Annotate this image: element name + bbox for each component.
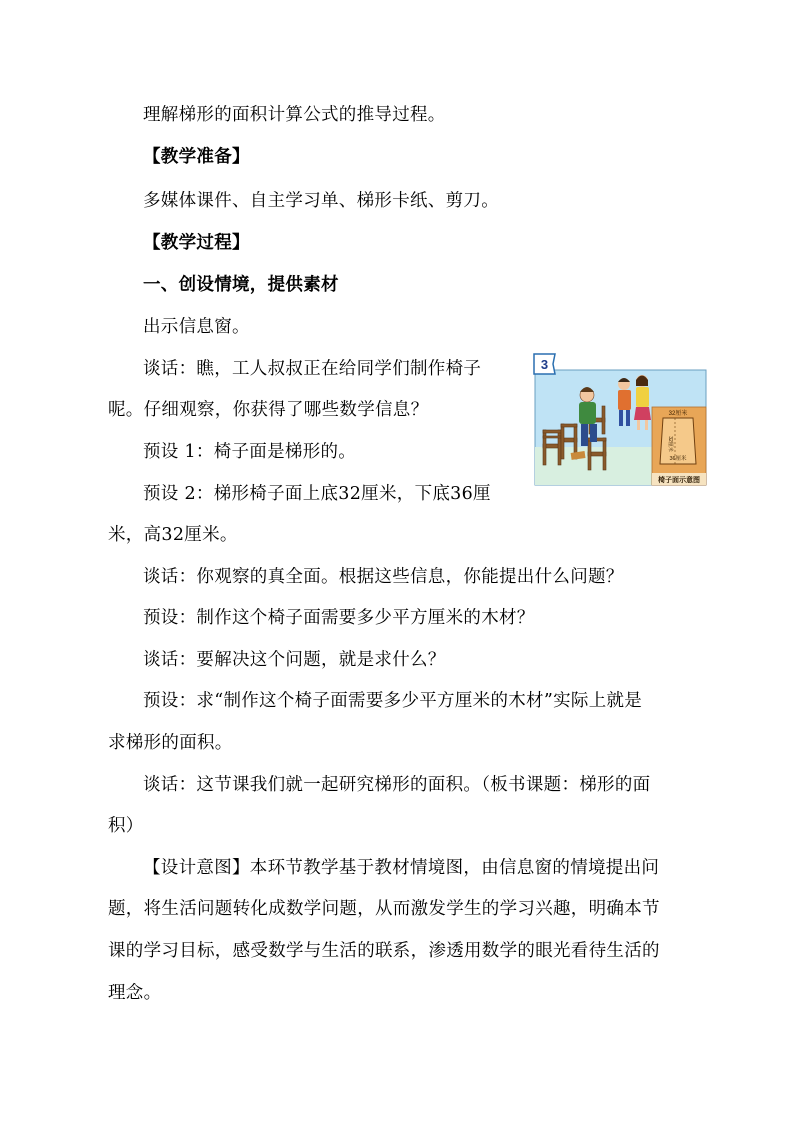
- text-line: 积）: [108, 816, 144, 836]
- text-line: 米，高32厘米。: [108, 525, 238, 545]
- section-heading: 【教学过程】: [143, 233, 250, 253]
- text-line: 预设 2：梯形椅子面上底32厘米，下底36厘: [143, 484, 491, 504]
- badge-icon: [534, 354, 555, 374]
- text-line: 求梯形的面积。: [108, 733, 233, 753]
- svg-text:36厘米: 36厘米: [669, 456, 687, 462]
- svg-text:3: 3: [540, 357, 549, 372]
- text-line: 预设 1：椅子面是梯形的。: [143, 442, 357, 462]
- section-heading: 【教学准备】: [143, 147, 250, 167]
- text-line: 谈话：你观察的真全面。根据这些信息，你能提出什么问题？: [143, 567, 624, 587]
- text-line: 题，将生活问题转化成数学问题，从而激发学生的学习兴趣，明确本节: [108, 899, 660, 919]
- text-line: 多媒体课件、自主学习单、梯形卡纸、剪刀。: [143, 191, 499, 211]
- text-line: 预设：求“制作这个椅子面需要多少平方厘米的木材”实际上就是: [143, 691, 643, 711]
- subsection-heading: 一、创设情境，提供素材: [143, 275, 339, 295]
- text-line: 理念。: [108, 983, 162, 1003]
- text-line: 谈话：要解决这个问题，就是求什么？: [143, 650, 446, 670]
- text-line: 谈话：瞧，工人叔叔正在给同学们制作椅子: [143, 359, 482, 379]
- text-line: 出示信息窗。: [143, 317, 250, 337]
- design-intent-paragraph: 【设计意图】本环节教学基于教材情境图，由信息窗的情境提出问: [143, 858, 660, 878]
- text-line: 呢。仔细观察，你获得了哪些数学信息？: [108, 400, 429, 420]
- text-line: 理解梯形的面积计算公式的推导过程。: [143, 105, 446, 125]
- text-line: 预设：制作这个椅子面需要多少平方厘米的木材？: [143, 608, 535, 628]
- text-line: 课的学习目标，感受数学与生活的联系，渗透用数学的眼光看待生活的: [108, 941, 660, 961]
- text-line: 谈话：这节课我们就一起研究梯形的面积。（板书课题：梯形的面: [143, 775, 651, 795]
- figure-caption: 椅子面示意图: [658, 477, 700, 484]
- info-window-illustration: [533, 352, 708, 487]
- svg-text:32厘米: 32厘米: [668, 411, 688, 417]
- svg-text:32厘米: 32厘米: [667, 436, 673, 452]
- trapezoid-diagram: [652, 407, 706, 485]
